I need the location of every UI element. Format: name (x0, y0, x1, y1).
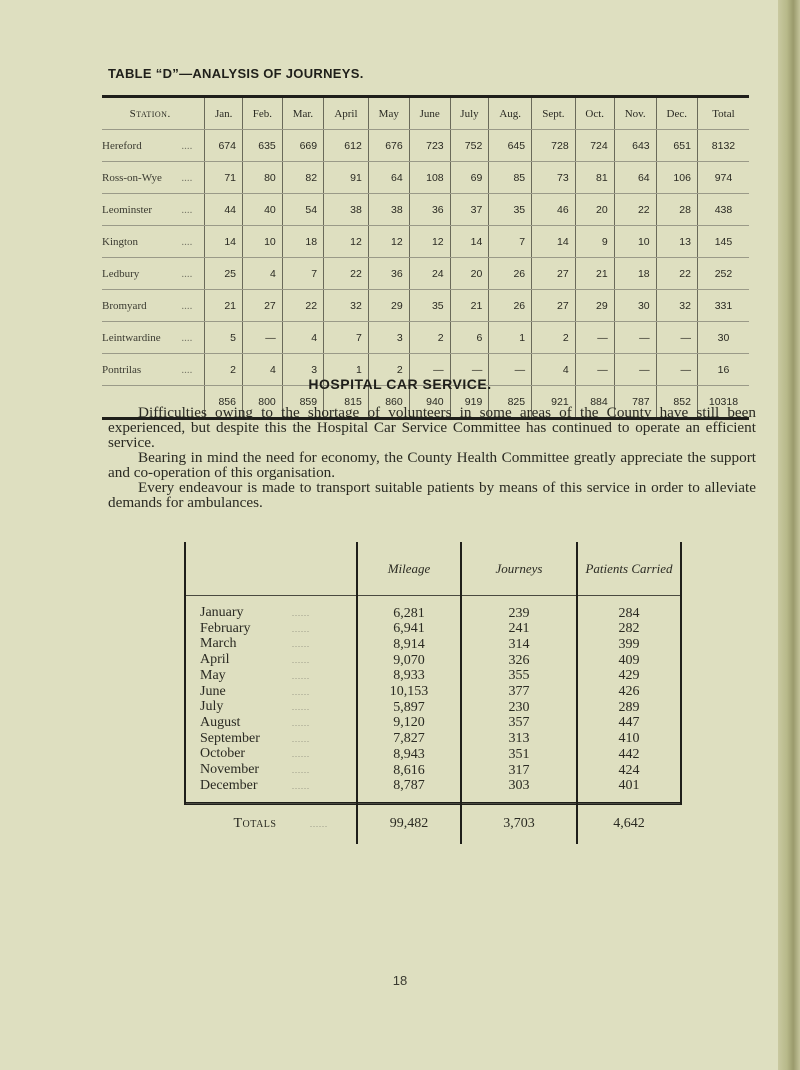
journeys-cell: 239 (461, 596, 577, 622)
totals-label-cell (186, 804, 357, 845)
value-cell: — (656, 322, 697, 354)
paragraph: Difficulties owing to the shortage of volunteers in some areas of the County have still been experienced, but despite this the Hospital Car Service Committee has continued to operate an efficient service. (108, 404, 756, 451)
month-name: November (200, 762, 260, 778)
value-cell: — (489, 354, 532, 386)
value-cell: 7 (324, 322, 369, 354)
value-cell: 752 (450, 130, 489, 162)
mileage-cell: 8,943 (357, 747, 461, 763)
value-cell: 2 (409, 322, 450, 354)
value-cell: 35 (489, 194, 532, 226)
table-row (102, 162, 749, 194)
value-cell: 22 (656, 258, 697, 290)
station-cell (102, 322, 205, 354)
value-cell: 36 (409, 194, 450, 226)
value-cell: 32 (656, 290, 697, 322)
value-cell: 81 (575, 162, 614, 194)
patients-cell: 409 (577, 653, 680, 669)
mileage-cell: 8,787 (357, 779, 461, 804)
leader-dots: .... (181, 139, 193, 152)
table-row (186, 747, 680, 763)
value-cell: 44 (205, 194, 243, 226)
patients-cell: 284 (577, 596, 680, 622)
value-cell: 22 (282, 290, 323, 322)
page-binding-edge (778, 0, 800, 1070)
table-row (102, 226, 749, 258)
station-name: Kington (102, 235, 139, 248)
value-cell: 728 (532, 130, 576, 162)
value-cell: 108 (409, 162, 450, 194)
leader-dots: ...... (292, 640, 310, 650)
header-month: Sept. (532, 97, 576, 130)
patients-cell: 401 (577, 779, 680, 804)
leader-dots: ...... (292, 671, 310, 681)
leader-dots: .... (181, 203, 193, 216)
value-cell: 22 (614, 194, 656, 226)
station-cell (102, 130, 205, 162)
table-row (102, 290, 749, 322)
patients-cell: 282 (577, 622, 680, 638)
journeys-cell: 326 (461, 653, 577, 669)
patients-cell: 289 (577, 700, 680, 716)
journeys-cell: 357 (461, 716, 577, 732)
table-row (186, 700, 680, 716)
header-month: June (409, 97, 450, 130)
row-total-cell: 8132 (697, 130, 749, 162)
month-name: March (200, 636, 237, 652)
month-total-cell: 825 (489, 386, 532, 419)
value-cell: 669 (282, 130, 323, 162)
row-total-cell: 438 (697, 194, 749, 226)
value-cell: 14 (205, 226, 243, 258)
table-row (102, 130, 749, 162)
patients-cell: 442 (577, 747, 680, 763)
row-total-cell: 252 (697, 258, 749, 290)
value-cell: 21 (575, 258, 614, 290)
month-cell (186, 669, 357, 685)
value-cell: 37 (450, 194, 489, 226)
journeys-cell: 241 (461, 622, 577, 638)
leader-dots: ...... (292, 703, 310, 713)
grand-total-cell: 10318 (697, 386, 749, 419)
table-row (186, 779, 680, 804)
total-mileage-cell: 99,482 (357, 804, 461, 845)
station-name: Ross-on-Wye (102, 171, 162, 184)
month-name: January (200, 605, 244, 620)
month-total-cell: 787 (614, 386, 656, 419)
patients-cell: 426 (577, 685, 680, 701)
month-total-cell: 921 (532, 386, 576, 419)
value-cell: 29 (575, 290, 614, 322)
value-cell: — (656, 354, 697, 386)
value-cell: 14 (450, 226, 489, 258)
month-name: July (200, 699, 224, 715)
header-journeys: Journeys (461, 542, 577, 596)
value-cell: 12 (368, 226, 409, 258)
value-cell: 4 (243, 258, 283, 290)
monthly-service-table (186, 542, 680, 844)
value-cell: 645 (489, 130, 532, 162)
header-patients-carried: Patients Carried (577, 542, 680, 596)
journeys-cell: 314 (461, 637, 577, 653)
value-cell: 30 (614, 290, 656, 322)
leader-dots: .... (181, 331, 193, 344)
value-cell: — (614, 354, 656, 386)
total-patients-cell: 4,642 (577, 804, 680, 845)
header-total: Total (697, 97, 749, 130)
mileage-cell: 9,070 (357, 653, 461, 669)
value-cell: 69 (450, 162, 489, 194)
station-cell (102, 290, 205, 322)
value-cell: 2 (205, 354, 243, 386)
value-cell: 38 (324, 194, 369, 226)
month-cell (186, 747, 357, 763)
table-row (102, 194, 749, 226)
leader-dots: ...... (292, 766, 310, 776)
month-name: February (200, 620, 251, 636)
header-month: Jan. (205, 97, 243, 130)
header-month: Mar. (282, 97, 323, 130)
month-total-cell: 940 (409, 386, 450, 419)
mileage-cell: 10,153 (357, 685, 461, 701)
paragraph: Every endeavour is made to transport suitable patients by means of this service in order to alleviate demands for ambulances. (108, 479, 756, 511)
month-total-cell: 856 (205, 386, 243, 419)
value-cell: 676 (368, 130, 409, 162)
value-cell: — (575, 322, 614, 354)
station-name: Ledbury (102, 267, 140, 280)
header-mileage: Mileage (357, 542, 461, 596)
table-row (186, 669, 680, 685)
mileage-cell: 8,616 (357, 763, 461, 779)
totals-label: Totals (233, 815, 277, 831)
month-name: May (200, 667, 226, 683)
month-total-cell: 919 (450, 386, 489, 419)
station-name: Bromyard (102, 299, 147, 312)
value-cell: 2 (532, 322, 576, 354)
header-blank (186, 542, 357, 596)
leader-dots: ...... (292, 750, 310, 760)
header-month: April (324, 97, 369, 130)
row-total-cell: 974 (697, 162, 749, 194)
value-cell: 21 (205, 290, 243, 322)
table-row (186, 685, 680, 701)
station-name: Leintwardine (102, 331, 161, 344)
value-cell: 73 (532, 162, 576, 194)
value-cell: 32 (324, 290, 369, 322)
hospital-car-service-heading: HOSPITAL CAR SERVICE. (308, 376, 492, 392)
value-cell: 28 (656, 194, 697, 226)
table-row (102, 258, 749, 290)
month-cell (186, 716, 357, 732)
station-name: Hereford (102, 139, 142, 152)
leader-dots: .... (181, 171, 193, 184)
patients-cell: 399 (577, 637, 680, 653)
month-total-cell: 800 (243, 386, 283, 419)
mileage-cell: 8,914 (357, 637, 461, 653)
value-cell: 64 (614, 162, 656, 194)
value-cell: 36 (368, 258, 409, 290)
leader-dots: ...... (292, 624, 310, 634)
mileage-cell: 5,897 (357, 700, 461, 716)
month-cell (186, 732, 357, 748)
value-cell: 1 (324, 354, 369, 386)
value-cell: 21 (450, 290, 489, 322)
value-cell: 27 (532, 258, 576, 290)
value-cell: 24 (409, 258, 450, 290)
mileage-cell: 8,933 (357, 669, 461, 685)
value-cell: 612 (324, 130, 369, 162)
journeys-cell: 355 (461, 669, 577, 685)
value-cell: 723 (409, 130, 450, 162)
value-cell: 7 (489, 226, 532, 258)
month-total-cell: 884 (575, 386, 614, 419)
header-station: Station. (102, 97, 205, 130)
value-cell: 4 (532, 354, 576, 386)
leader-dots: ...... (292, 609, 310, 618)
patients-cell: 429 (577, 669, 680, 685)
value-cell: 38 (368, 194, 409, 226)
row-total-cell: 16 (697, 354, 749, 386)
header-month: Oct. (575, 97, 614, 130)
value-cell: 26 (489, 290, 532, 322)
value-cell: 12 (409, 226, 450, 258)
table-row (186, 732, 680, 748)
value-cell: 46 (532, 194, 576, 226)
month-cell (186, 653, 357, 669)
value-cell: 71 (205, 162, 243, 194)
station-cell (102, 226, 205, 258)
value-cell: 54 (282, 194, 323, 226)
value-cell: 635 (243, 130, 283, 162)
month-total-cell: 852 (656, 386, 697, 419)
value-cell: — (450, 354, 489, 386)
table-row (186, 763, 680, 779)
month-total-cell: 859 (282, 386, 323, 419)
value-cell: 40 (243, 194, 283, 226)
journeys-cell: 303 (461, 779, 577, 804)
hospital-car-service-text (108, 405, 756, 510)
month-name: April (200, 652, 230, 668)
station-cell (102, 162, 205, 194)
value-cell: 7 (282, 258, 323, 290)
value-cell: 18 (614, 258, 656, 290)
mileage-cell: 7,827 (357, 732, 461, 748)
value-cell: 29 (368, 290, 409, 322)
month-total-cell: 815 (324, 386, 369, 419)
value-cell: 91 (324, 162, 369, 194)
journeys-cell: 351 (461, 747, 577, 763)
header-month: May (368, 97, 409, 130)
value-cell: 10 (243, 226, 283, 258)
leader-dots: ...... (292, 734, 310, 744)
value-cell: 25 (205, 258, 243, 290)
leader-dots: ...... (292, 687, 310, 697)
value-cell: — (409, 354, 450, 386)
value-cell: 6 (450, 322, 489, 354)
header-month: Nov. (614, 97, 656, 130)
station-name: Pontrilas (102, 363, 142, 376)
month-name: August (200, 714, 241, 730)
value-cell: 80 (243, 162, 283, 194)
leader-dots: ...... (292, 781, 310, 791)
month-cell (186, 763, 357, 779)
value-cell: 14 (532, 226, 576, 258)
header-month: July (450, 97, 489, 130)
leader-dots: .... (181, 299, 193, 312)
value-cell: 674 (205, 130, 243, 162)
journeys-cell: 377 (461, 685, 577, 701)
table-row (186, 653, 680, 669)
mileage-cell: 9,120 (357, 716, 461, 732)
station-cell (102, 258, 205, 290)
value-cell: 85 (489, 162, 532, 194)
table-header-row (186, 542, 680, 596)
month-cell (186, 779, 357, 804)
value-cell: 4 (282, 322, 323, 354)
leader-dots: .... (181, 363, 193, 376)
value-cell: 82 (282, 162, 323, 194)
month-name: June (200, 683, 226, 699)
leader-dots: .... (181, 267, 193, 280)
table-d-title: TABLE “D”—ANALYSIS OF JOURNEYS. (108, 66, 364, 81)
value-cell: 10 (614, 226, 656, 258)
value-cell: — (243, 322, 283, 354)
value-cell: 3 (282, 354, 323, 386)
leader-dots: ...... (310, 819, 328, 829)
paragraph: Bearing in mind the need for economy, the County Health Committee greatly appreciate the support and co-operation of this organisation. (108, 449, 756, 481)
mileage-cell: 6,941 (357, 622, 461, 638)
month-name: September (200, 730, 260, 746)
value-cell: — (575, 354, 614, 386)
value-cell: 18 (282, 226, 323, 258)
month-cell (186, 700, 357, 716)
value-cell: 22 (324, 258, 369, 290)
value-cell: 26 (489, 258, 532, 290)
value-cell: 643 (614, 130, 656, 162)
value-cell: 651 (656, 130, 697, 162)
value-cell: 5 (205, 322, 243, 354)
patients-cell: 410 (577, 732, 680, 748)
value-cell: 9 (575, 226, 614, 258)
row-total-cell: 331 (697, 290, 749, 322)
value-cell: 27 (243, 290, 283, 322)
value-cell: 35 (409, 290, 450, 322)
journeys-cell: 317 (461, 763, 577, 779)
value-cell: 13 (656, 226, 697, 258)
value-cell: 20 (450, 258, 489, 290)
value-cell: 2 (368, 354, 409, 386)
value-cell: 1 (489, 322, 532, 354)
journeys-cell: 313 (461, 732, 577, 748)
page-number: 18 (392, 973, 408, 988)
table-row (186, 622, 680, 638)
value-cell: 724 (575, 130, 614, 162)
patients-cell: 447 (577, 716, 680, 732)
month-total-cell: 860 (368, 386, 409, 419)
table-row (186, 637, 680, 653)
month-name: December (200, 777, 258, 793)
table-header-row (102, 97, 749, 130)
value-cell: 12 (324, 226, 369, 258)
value-cell: — (614, 322, 656, 354)
month-cell (186, 596, 357, 622)
month-cell (186, 685, 357, 701)
row-total-cell: 145 (697, 226, 749, 258)
station-cell (102, 194, 205, 226)
header-month: Feb. (243, 97, 283, 130)
row-total-cell: 30 (697, 322, 749, 354)
leader-dots: ...... (292, 656, 310, 666)
monthly-service-table-box (184, 542, 682, 832)
table-row (102, 322, 749, 354)
value-cell: 3 (368, 322, 409, 354)
table-row (186, 596, 680, 622)
table-row (186, 716, 680, 732)
value-cell: 4 (243, 354, 283, 386)
month-cell (186, 637, 357, 653)
station-name: Leominster (102, 203, 153, 216)
patients-cell: 424 (577, 763, 680, 779)
leader-dots: .... (181, 235, 193, 248)
month-cell (186, 622, 357, 638)
journeys-analysis-table (102, 95, 749, 420)
header-month: Dec. (656, 97, 697, 130)
value-cell: 20 (575, 194, 614, 226)
header-month: Aug. (489, 97, 532, 130)
value-cell: 27 (532, 290, 576, 322)
mileage-cell: 6,281 (357, 596, 461, 622)
leader-dots: ...... (292, 718, 310, 728)
value-cell: 106 (656, 162, 697, 194)
month-name: October (200, 746, 246, 762)
totals-row (186, 804, 680, 845)
journeys-cell: 230 (461, 700, 577, 716)
value-cell: 64 (368, 162, 409, 194)
total-journeys-cell: 3,703 (461, 804, 577, 845)
